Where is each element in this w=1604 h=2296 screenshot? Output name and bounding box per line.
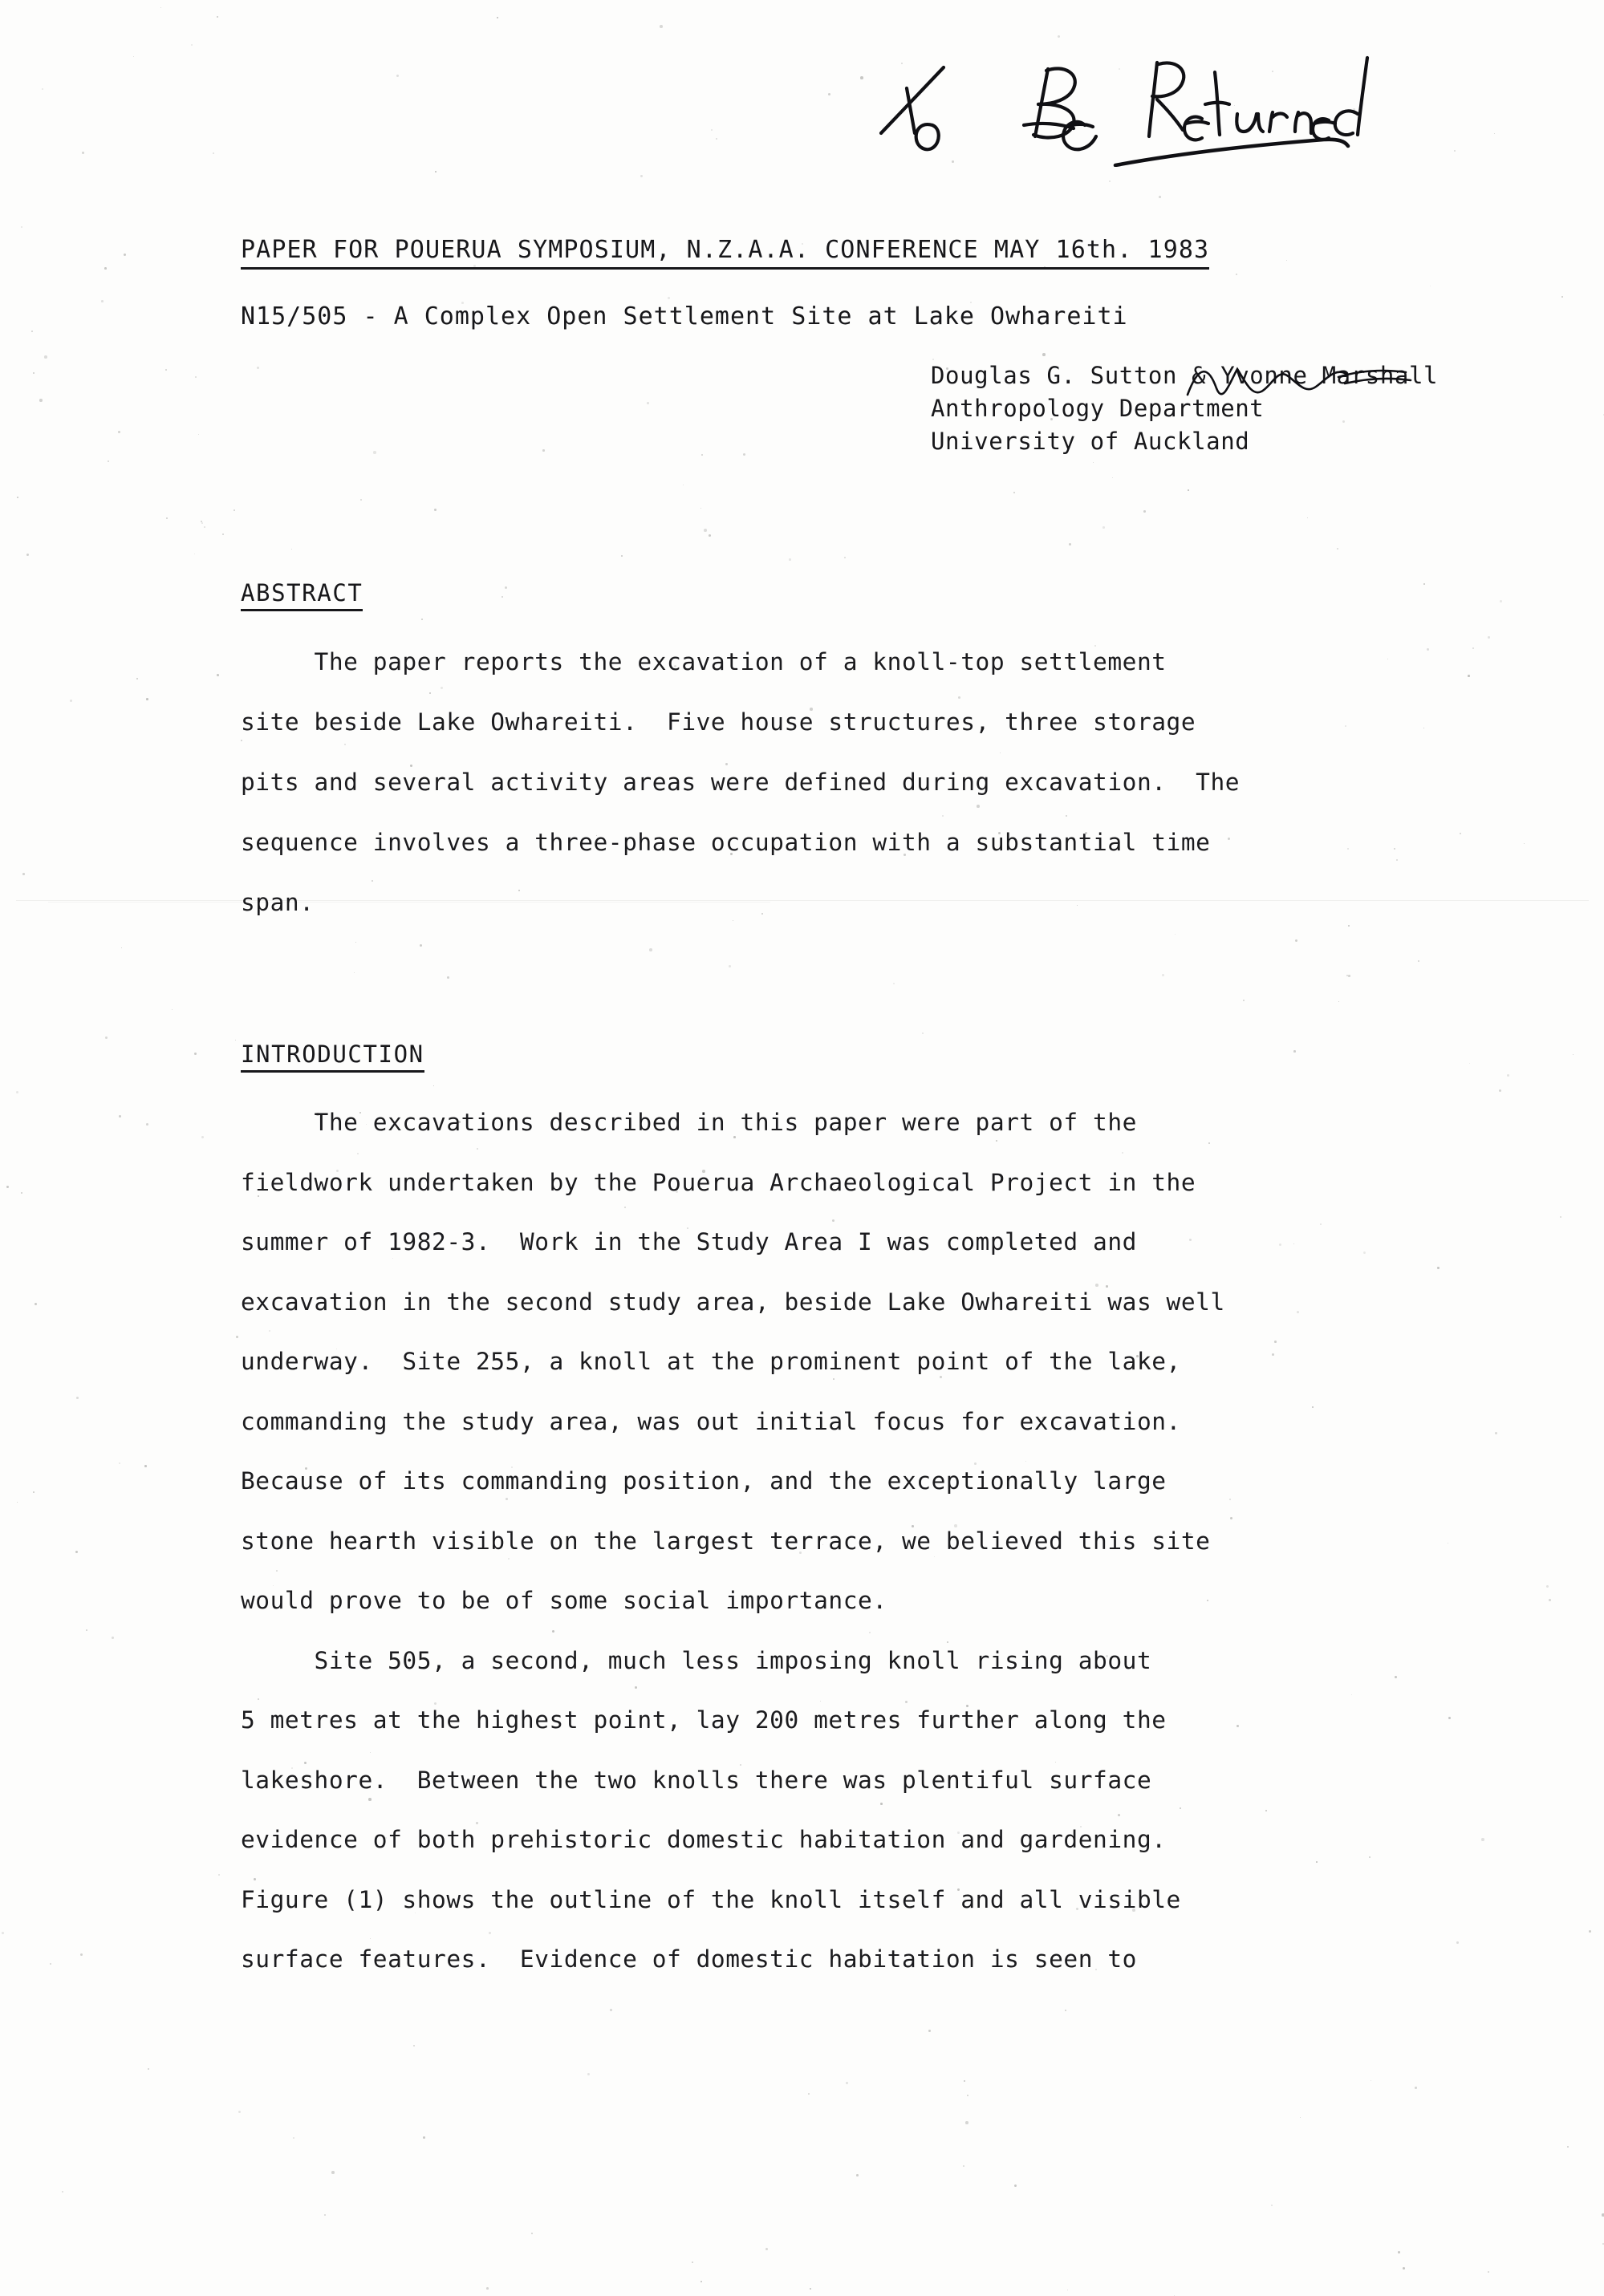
author-block — [931, 359, 1438, 458]
text-line: sequence involves a three-phase occupation with a substantial time — [241, 829, 1211, 856]
text-line: Because of its commanding position, and the exceptionally large — [241, 1467, 1167, 1495]
text-line: surface features. Evidence of domestic habitation is seen to — [241, 1945, 1137, 1973]
handwritten-note-to-be-returned — [875, 30, 1581, 167]
text-line: span. — [241, 889, 315, 916]
text-line: commanding the study area, was out initial focus for excavation. — [241, 1407, 1181, 1435]
text-line: would prove to be of some social importance. — [241, 1587, 887, 1614]
text-line: stone hearth visible on the largest terrace, we believed this site — [241, 1527, 1211, 1555]
page-title: PAPER FOR POUERUA SYMPOSIUM, N.Z.A.A. CONFERENCE MAY 16th. 1983 — [241, 237, 1209, 270]
text-line: fieldwork undertaken by the Pouerua Archaeological Project in the — [241, 1168, 1196, 1196]
author-names: Douglas G. Sutton & Yvonne Marshall — [931, 362, 1439, 389]
text-line: The paper reports the excavation of a knoll-top settlement — [241, 648, 1167, 675]
text-line: The excavations described in this paper were part of the — [241, 1109, 1137, 1136]
text-line: Site 505, a second, much less imposing knoll rising about — [241, 1646, 1152, 1674]
text-line: 5 metres at the highest point, lay 200 metres further along the — [241, 1706, 1167, 1734]
text-line: pits and several activity areas were defined during excavation. The — [241, 769, 1241, 796]
text-line: excavation in the second study area, beside Lake Owhareiti was well — [241, 1288, 1225, 1316]
text-line: evidence of both prehistoric domestic habitation and gardening. — [241, 1826, 1167, 1853]
document-subtitle: N15/505 - A Complex Open Settlement Site at Lake Owhareiti — [241, 302, 1128, 331]
author-institution: University of Auckland — [931, 428, 1250, 455]
text-line: site beside Lake Owhareiti. Five house structures, three storage — [241, 708, 1196, 736]
author-department: Anthropology Department — [931, 395, 1265, 422]
section-heading-abstract: ABSTRACT — [241, 579, 363, 611]
text-line: Figure (1) shows the outline of the knoll itself and all visible — [241, 1885, 1181, 1913]
text-line: underway. Site 255, a knoll at the prominent point of the lake, — [241, 1348, 1181, 1375]
text-line: summer of 1982-3. Work in the Study Area I was completed and — [241, 1228, 1137, 1255]
text-line: lakeshore. Between the two knolls there was plentiful surface — [241, 1766, 1152, 1794]
section-heading-introduction: INTRODUCTION — [241, 1041, 424, 1073]
